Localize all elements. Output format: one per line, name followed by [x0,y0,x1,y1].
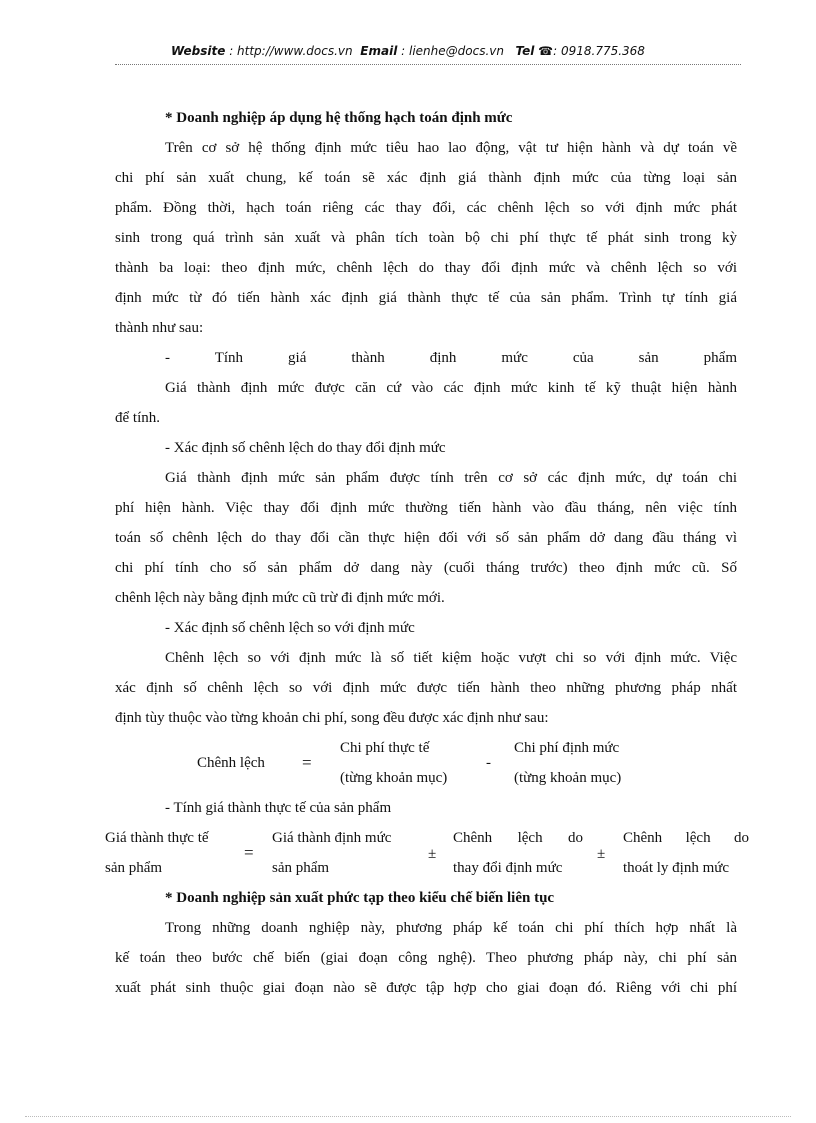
paragraph-line: định mức từ đó tiến hành xác định giá thành thực tế của sản phẩm. Trình tự tính giá [115,290,737,306]
plus-minus-sign: ± [597,846,606,862]
paragraph-line: xác định số chênh lệch so với định mức được tiến hành theo những phương pháp nhất [115,680,737,696]
section-heading: * Doanh nghiệp sản xuất phức tạp theo kiểu chế biến liên tục [165,890,555,906]
minus-sign: - [486,755,491,771]
formula-term: thay đổi định mức [453,860,563,876]
website-value: : http://www.docs.vn [229,44,353,58]
page-header [0,44,816,58]
bullet-item: - Tính giá thành thực tế của sản phẩm [165,800,392,816]
tel-value: : 0918.775.368 [553,44,645,58]
paragraph-line: chênh lệch này bằng định mức cũ trừ đi định mức mới. [115,590,445,606]
formula-term: Chênh lệch do [453,830,583,846]
formula-lhs: Giá thành thực tế [105,830,209,846]
email-value: : lienhe@docs.vn [401,44,504,58]
plus-minus-sign: ± [428,846,437,862]
phone-icon: ☎ [538,44,554,58]
formula-lhs: sản phẩm [105,860,163,876]
section-heading: * Doanh nghiệp áp dụng hệ thống hạch toán định mức [165,110,513,126]
formula-lhs: Chênh lệch [197,755,265,771]
formula-term: (từng khoản mục) [340,770,448,786]
formula-term: Chênh lệch do [623,830,749,846]
paragraph-line: chi phí tính cho số sản phẩm dở dang này (cuối tháng trước) theo định mức cũ. Số [115,560,737,576]
formula-term: Giá thành định mức [272,830,392,846]
website-label: Website [171,44,226,58]
formula-term: thoát ly định mức [623,860,730,876]
paragraph-line: sinh trong quá trình sản xuất và phân tích toàn bộ chi phí thực tế phát sinh trong kỳ [115,230,737,246]
paragraph-line: xuất phát sinh thuộc giai đoạn nào sẽ được tập hợp cho giai đoạn đó. Riêng với chi phí [115,980,737,996]
bullet-item: - Xác định số chênh lệch so với định mức [165,620,415,636]
formula-term: (từng khoản mục) [514,770,622,786]
formula-term: Chi phí định mức [514,740,620,756]
tel-label: Tel [515,44,535,58]
paragraph-line: Trong những doanh nghiệp này, phương pháp kế toán chi phí thích hợp nhất là [165,920,737,936]
paragraph-line: để tính. [115,410,160,426]
paragraph-line: thành ba loại: theo định mức, chênh lệch do thay đổi định mức và chênh lệch so với [115,260,737,276]
paragraph-line: thành như sau: [115,320,204,336]
paragraph-line: toán số chênh lệch do thay đổi cần thực hiện đối với số sản phẩm dở dang đầu tháng vì [115,530,737,546]
paragraph-line: Trên cơ sở hệ thống định mức tiêu hao lao động, vật tư hiện hành và dự toán về [165,140,737,156]
paragraph-line: Giá thành định mức được căn cứ vào các định mức kinh tế kỹ thuật hiện hành [165,380,737,396]
formula-term: Chi phí thực tế [340,740,430,756]
paragraph-line: phẩm. Đồng thời, hạch toán riêng các thay đổi, các chênh lệch so với định mức phát [115,200,737,216]
paragraph-line: Chênh lệch so với định mức là số tiết kiệm hoặc vượt chi so với định mức. Việc [165,650,737,666]
paragraph-line: chi phí sản xuất chung, kế toán sẽ xác định giá thành định mức của từng loại sản [115,170,737,186]
footer-divider [25,1116,791,1117]
bullet-item: - Tính giá thành định mức của sản phẩm [165,350,737,366]
paragraph-line: kế toán theo bước chế biến (giai đoạn công nghệ). Theo phương pháp này, chi phí sản [115,950,737,966]
equals-sign: = [244,843,254,862]
paragraph-line: Giá thành định mức sản phẩm được tính trên cơ sở các định mức, dự toán chi [165,470,737,486]
header-divider [115,64,741,65]
equals-sign: = [302,753,312,772]
email-label: Email [360,44,398,58]
formula-term: sản phẩm [272,860,330,876]
paragraph-line: phí hiện hành. Việc thay đổi định mức thường tiến hành vào đầu tháng, nên việc tính [115,500,737,516]
bullet-item: - Xác định số chênh lệch do thay đổi định mức [165,440,446,456]
paragraph-line: định tùy thuộc vào từng khoản chi phí, song đều được xác định như sau: [115,710,549,726]
